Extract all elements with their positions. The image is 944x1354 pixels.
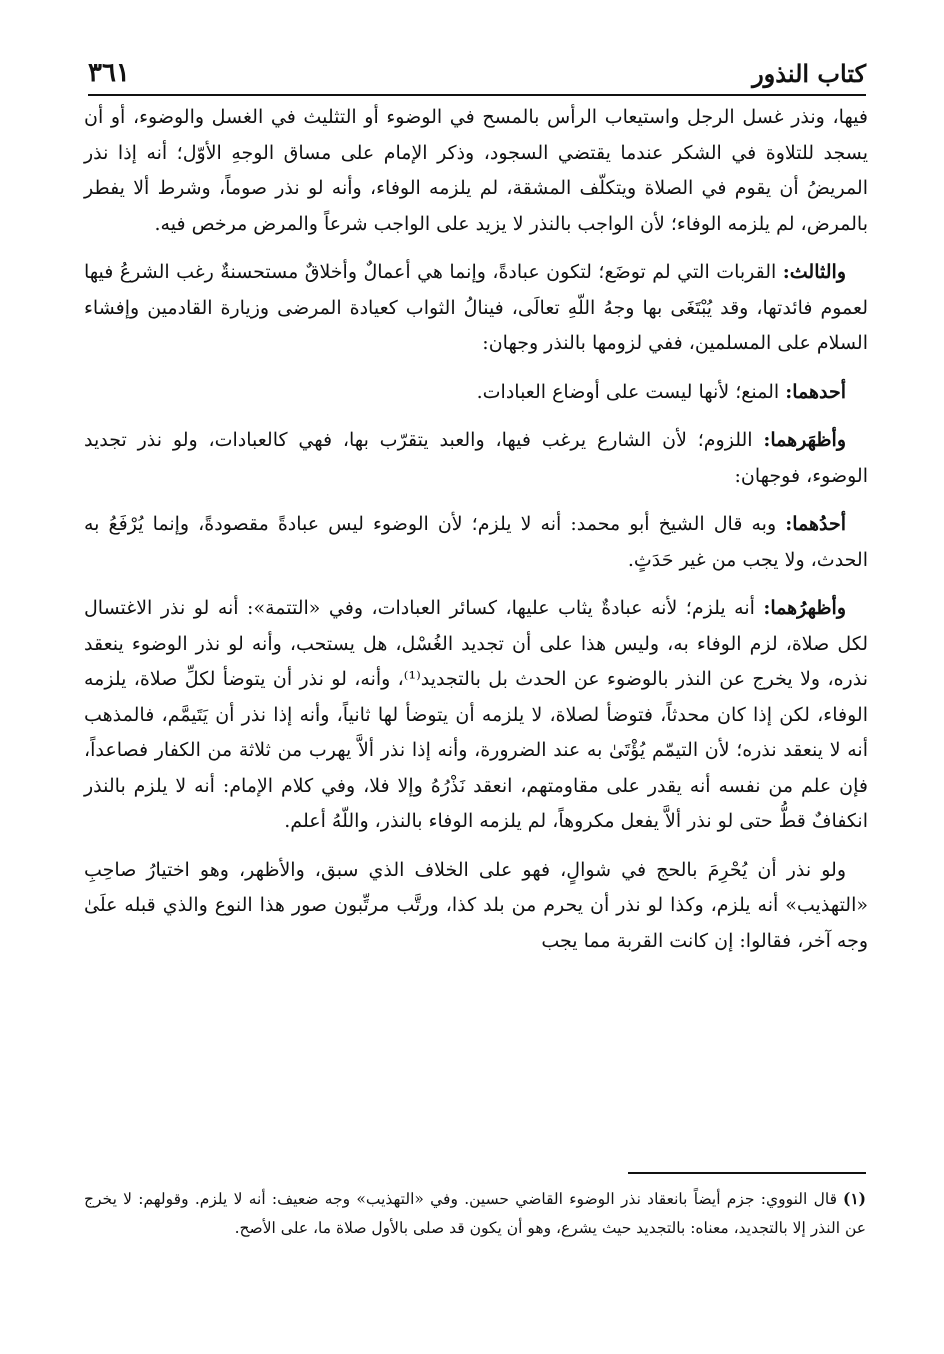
paragraph-text: اللزوم؛ لأن الشارع يرغب فيها، والعبد يتقرّب بها، فهي كالعبادات، ولو نذر تجديد الوضوء، فوجهان: — [84, 429, 868, 487]
paragraph-lead: أحدُهما: — [785, 513, 846, 535]
paragraph-lead: أحدهما: — [785, 380, 846, 403]
page-header — [88, 44, 866, 96]
paragraph-lead: وأظهَرهما: — [763, 429, 846, 451]
chapter-title: كتاب النذور — [752, 59, 866, 88]
footnote-divider — [628, 1172, 866, 1174]
paragraph — [84, 853, 868, 960]
footnotes — [84, 1184, 866, 1243]
paragraph — [84, 255, 868, 362]
paragraph-text: المنع؛ لأنها ليست على أوضاع العبادات. — [476, 380, 786, 403]
paragraph — [84, 507, 868, 578]
paragraph-text: فيها، ونذر غسل الرجل واستيعاب الرأس بالمسح في الوضوء أو التثليث في الغسل والوضوء، أو أن يسجد للتلاوة في الشكر عندما يقتضي السجود، وذكر الإمام على مساق الوجهِ الأوّل؛ أنه إذا نذر المريضُ أن يقوم في الصلاة ويتكلّف المشقة، لم يلزمه الوفاء، وأنه لو نذر صوماً، وشرط ألا يفطر بالمرض، لم يلزمه الوفاء؛ لأن الواجب بالنذر لا يزيد على الواجب شرعاً والمرض مرخص فيه. — [84, 106, 868, 235]
paragraph — [84, 423, 868, 494]
paragraph — [84, 591, 868, 840]
paragraph-lead: وأظهرُهما: — [763, 597, 846, 619]
footnote-text: قال النووي: جزم أيضاً بانعقاد نذر الوضوء القاضي حسين. وفي «التهذيب» وجه ضعيف: أنه لا يلزم. وقولهم: لا يخرج عن النذر إلا بالتجديد، معناه: بالتجديد حيث يشرع، وهو أن يكون قد صلى بالأول صلاة ما، على الأصح. — [84, 1190, 866, 1237]
paragraph-text: أنه يلزم؛ لأنه عبادةٌ يثاب عليها، كسائر العبادات، وفي «التتمة»: أنه لو نذر الاغتسال لكل صلاة، لزم الوفاء به، وليس هذا على أن تجديد الغُسْل، هل يستحب، وأنه لو نذر الوضوء ينعقد نذره، ولا يخرج عن النذر بالوضوء عن الحدث بل بالتجديد⁽¹⁾، وأنه، لو نذر أن يتوضأ لكلِّ صلاة، يلزمه الوفاء، لكن إذا كان محدثاً، فتوضأ لصلاة، لا يلزمه أن يتوضأ لها ثانياً، وأنه إذا نذر أن يَتَيمَّم، فالمذهب أنه لا ينعقد نذره؛ لأن التيمّم يُؤْتَىٰ به عند الضرورة، وأنه إذا نذر ألاَّ يهرب من ثلاثة من الكفار فصاعداً، فإن علم من نفسه أنه يقدر على مقاومتهم، انعقد نَذْرُهُ وإلا فلا، وفي كلام الإمام: أنه لا يلزم بالنذر انكفافٌ قطُّ حتى لو نذر ألاَّ يفعل مكروهاً، لم يلزمه الوفاء بالنذر، واللّهُ أعلم. — [84, 597, 868, 832]
paragraph-text: وبه قال الشيخ أبو محمد: أنه لا يلزم؛ لأن الوضوء ليس عبادةً مقصودةً، وإنما يُرْفَعُ به الحدث، ولا يجب من غير حَدَثٍ. — [84, 513, 868, 571]
paragraph — [84, 375, 868, 411]
paragraph — [84, 100, 868, 242]
paragraph-text: ولو نذر أن يُحْرِمَ بالحج في شوالٍ، فهو على الخلاف الذي سبق، والأظهر، وهو اختيارُ صاحِبِ «التهذيب» أنه يلزم، وكذا لو نذر أن يحرم من بلد كذا، ورتَّب مرتِّبون صور هذا النوع والذي قبله علَىٰ وجه آخر، فقالوا: إن كانت القربة مما يجب — [84, 858, 868, 952]
paragraph-text: القربات التي لم توضَع؛ لتكون عبادةً، وإنما هي أعمالٌ وأخلاقٌ مستحسنةٌ رغب الشرعُ فيها لعموم فائدتها، وقد يُبْتَغَى بها وجهُ اللّهِ تعالَى، فينالُ الثواب كعيادة المرضى وزيارة القادمين وإفشاء السلام على المسلمين، ففي لزومها بالنذر وجهان: — [84, 261, 868, 354]
footnote-number: (١) — [842, 1189, 866, 1208]
page-number: ٣٦١ — [88, 58, 130, 88]
paragraph-lead: والثالث: — [782, 261, 846, 283]
footnote — [84, 1184, 866, 1243]
main-text — [84, 100, 868, 972]
